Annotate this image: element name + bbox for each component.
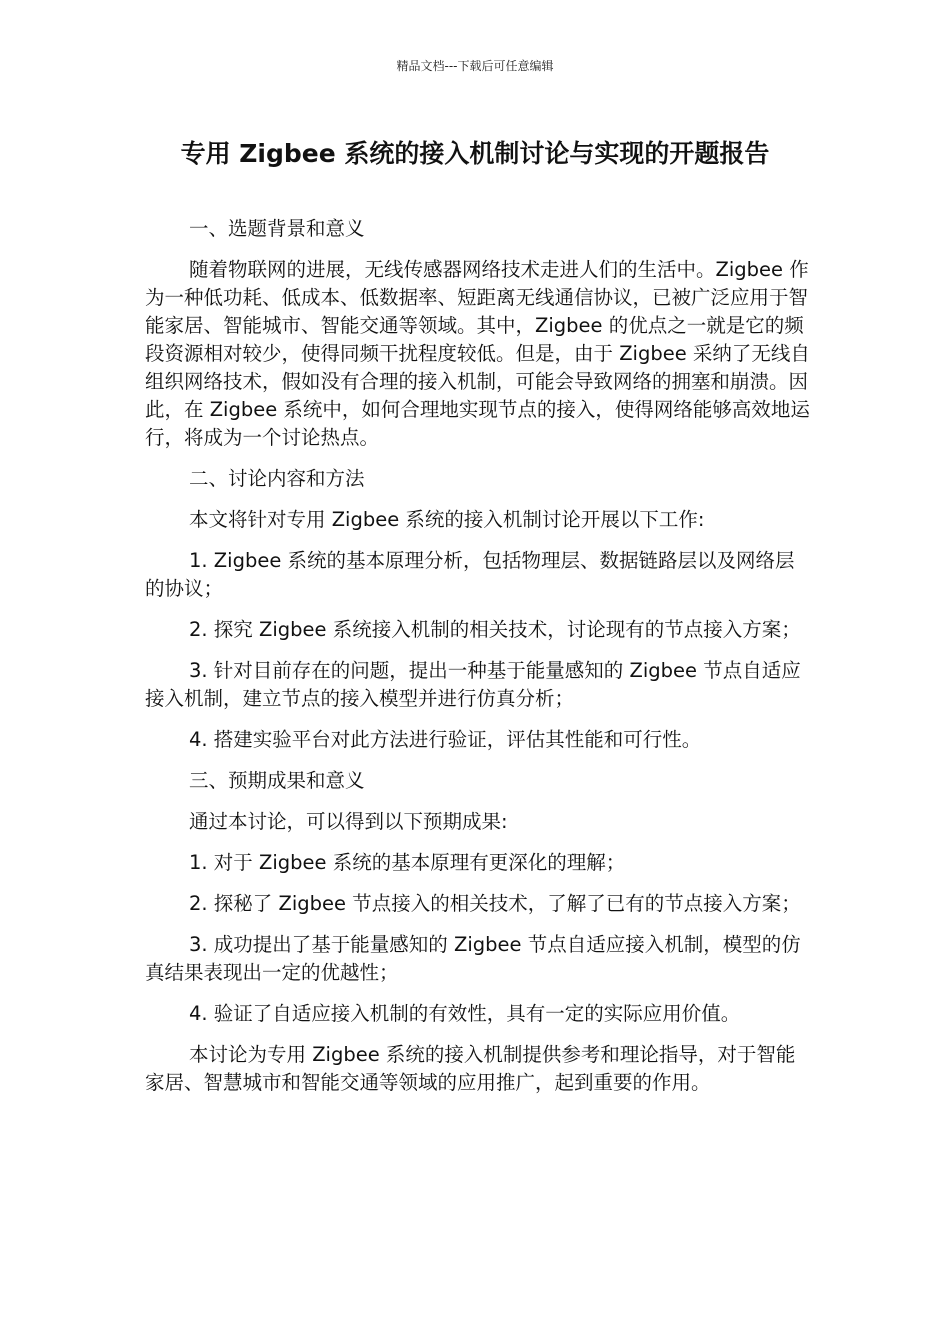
list-item-work-1: 1. Zigbee 系统的基本原理分析，包括物理层、数据链路层以及网络层的协议；: [145, 549, 795, 600]
list-item-result-2: 2. 探秘了 Zigbee 节点接入的相关技术，了解了已有的节点接入方案；: [189, 892, 801, 915]
paragraph-intro-work: 本文将针对专用 Zigbee 系统的接入机制讨论开展以下工作:: [189, 508, 705, 531]
list-item-work-4: 4. 搭建实验平台对此方法进行验证，评估其性能和可行性。: [189, 728, 702, 751]
list-item-result-1: 1. 对于 Zigbee 系统的基本原理有更深化的理解；: [189, 851, 626, 874]
document-body: [145, 215, 810, 1110]
page-header: 精品文档---下载后可任意编辑: [396, 59, 554, 73]
section-heading-expected-results: 三、预期成果和意义: [189, 769, 365, 792]
paragraph-conclusion: 本讨论为专用 Zigbee 系统的接入机制提供参考和理论指导，对于智能家居、智慧城市和智能交通等领域的应用推广，起到重要的作用。: [145, 1043, 796, 1094]
list-item-result-4: 4. 验证了自适应接入机制的有效性，具有一定的实际应用价值。: [189, 1002, 741, 1025]
list-item-result-3: 3. 成功提出了基于能量感知的 Zigbee 节点自适应接入机制，模型的仿真结果表现出一定的优越性；: [145, 933, 801, 984]
paragraph-intro-results: 通过本讨论，可以得到以下预期成果:: [189, 810, 508, 833]
section-heading-background: 一、选题背景和意义: [189, 217, 365, 240]
document-title: 专用 Zigbee 系统的接入机制讨论与实现的开题报告: [180, 139, 770, 168]
paragraph-background: 随着物联网的进展，无线传感器网络技术走进人们的生活中。Zigbee 作为一种低功耗、低成本、低数据率、短距离无线通信协议，已被广泛应用于智能家居、智能城市、智能交通等领域。其中，Zigbee 的优点之一就是它的频段资源相对较少，使得同频干扰程度较低。但是，由于 Zigbee 采纳了无线自组织网络技术，假如没有合理的接入机制，可能会导致网络的拥塞和崩溃。因此，在 Zigbee 系统中，如何合理地实现节点的接入，使得网络能够高效地运行，将成为一个讨论热点。: [145, 258, 810, 449]
list-item-work-2: 2. 探究 Zigbee 系统接入机制的相关技术，讨论现有的节点接入方案；: [189, 618, 801, 641]
section-heading-content-method: 二、讨论内容和方法: [189, 467, 365, 490]
list-item-work-3: 3. 针对目前存在的问题，提出一种基于能量感知的 Zigbee 节点自适应接入机制，建立节点的接入模型并进行仿真分析；: [145, 659, 801, 710]
